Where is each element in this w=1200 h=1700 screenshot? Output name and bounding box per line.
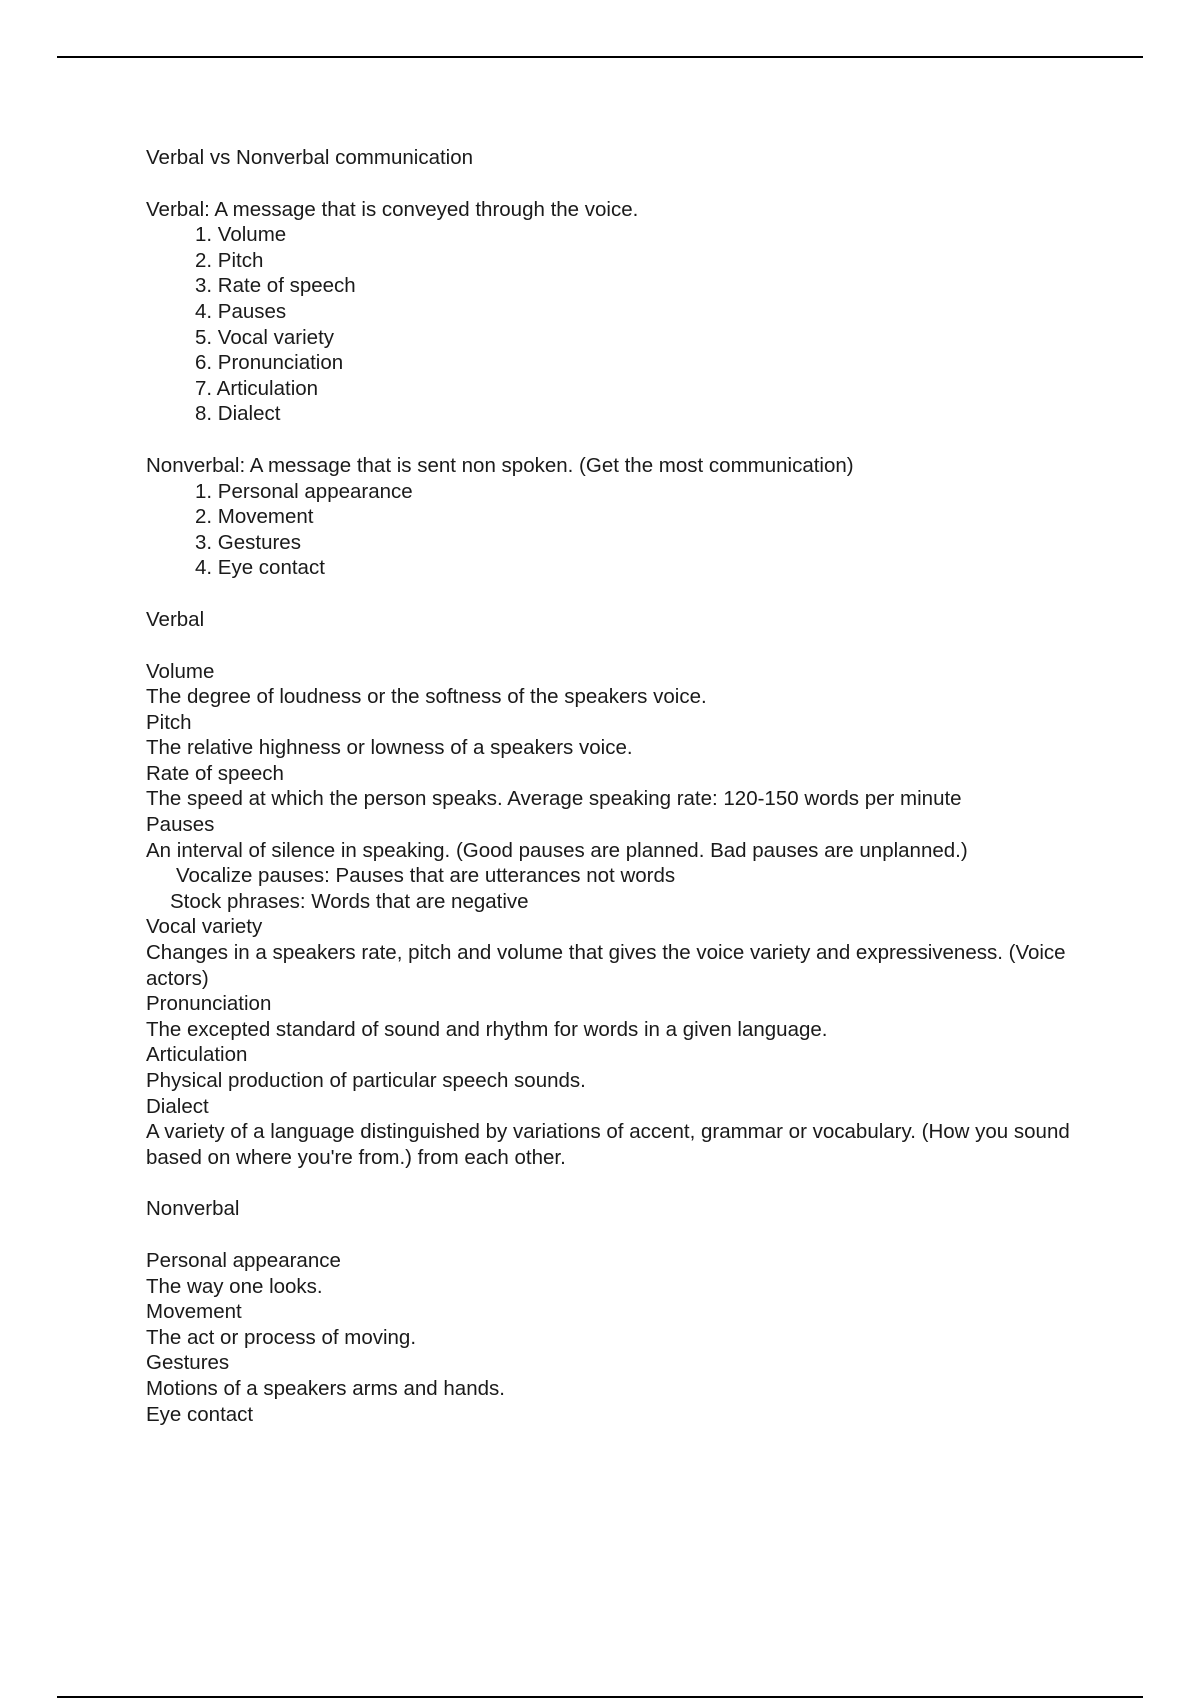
definition-personal-appearance: The way one looks. (146, 1274, 323, 1298)
list-item: 5. Vocal variety (195, 325, 335, 349)
term-movement: Movement (146, 1300, 242, 1324)
definition-pitch: The relative highness or lowness of a speakers voice. (146, 736, 633, 760)
definition-vocal-variety: Changes in a speakers rate, pitch and volume that gives the voice variety and expressiveness. (Voice actors) (146, 941, 1072, 990)
verbal-heading: Verbal (146, 607, 205, 631)
verbal-definition: Verbal: A message that is conveyed through the voice. (146, 197, 639, 221)
spacer (146, 1170, 1096, 1196)
list-item: 1. Personal appearance (195, 479, 413, 503)
term-personal-appearance: Personal appearance (146, 1248, 341, 1272)
spacer (146, 1222, 1096, 1248)
nonverbal-heading: Nonverbal (146, 1197, 240, 1221)
list-item: 8. Dialect (195, 402, 281, 426)
footer-rule (57, 1696, 1143, 1698)
list-item: 4. Eye contact (195, 556, 325, 580)
document-title: Verbal vs Nonverbal communication (146, 146, 474, 169)
term-eye-contact: Eye contact (146, 1402, 254, 1426)
spacer (146, 581, 1096, 607)
subpoint-stock-phrases: Stock phrases: Words that are negative (170, 889, 529, 913)
term-pauses: Pauses (146, 813, 215, 837)
term-vocal-variety: Vocal variety (146, 915, 263, 939)
definition-pauses: An interval of silence in speaking. (Good pauses are planned. Bad pauses are unplanned.) (146, 838, 968, 862)
definition-volume: The degree of loudness or the softness of the speakers voice. (146, 685, 707, 709)
spacer (146, 171, 1096, 197)
list-item: 3. Gestures (195, 530, 301, 554)
list-item: 7. Articulation (195, 376, 319, 400)
term-articulation: Articulation (146, 1043, 248, 1067)
definition-dialect: A variety of a language distinguished by variations of accent, grammar or vocabulary. (How you sound based on where you're from.) from each other. (146, 1120, 1076, 1169)
document-body (146, 145, 1096, 1427)
list-item: 3. Rate of speech (195, 274, 356, 298)
term-pronunciation: Pronunciation (146, 992, 272, 1016)
definition-pronunciation: The excepted standard of sound and rhythm for words in a given language. (146, 1017, 828, 1041)
spacer (146, 633, 1096, 659)
term-volume: Volume (146, 659, 215, 683)
list-item: 4. Pauses (195, 299, 287, 323)
list-item: 2. Pitch (195, 248, 264, 272)
nonverbal-definition: Nonverbal: A message that is sent non spoken. (Get the most communication) (146, 453, 854, 477)
list-item: 1. Volume (195, 223, 287, 247)
list-item: 6. Pronunciation (195, 351, 344, 375)
subpoint-vocalize-pauses: Vocalize pauses: Pauses that are utterances not words (176, 864, 676, 888)
spacer (146, 427, 1096, 453)
definition-gestures: Motions of a speakers arms and hands. (146, 1376, 505, 1400)
verbal-list (146, 222, 1096, 427)
header-rule (57, 56, 1143, 58)
definition-articulation: Physical production of particular speech sounds. (146, 1069, 586, 1092)
definition-movement: The act or process of moving. (146, 1325, 417, 1349)
term-dialect: Dialect (146, 1094, 209, 1118)
list-item: 2. Movement (195, 505, 314, 529)
definition-rate-of-speech: The speed at which the person speaks. Average speaking rate: 120-150 words per minute (146, 787, 962, 811)
term-pitch: Pitch (146, 710, 192, 734)
nonverbal-list (146, 479, 1096, 581)
term-rate-of-speech: Rate of speech (146, 761, 284, 785)
term-gestures: Gestures (146, 1351, 230, 1375)
